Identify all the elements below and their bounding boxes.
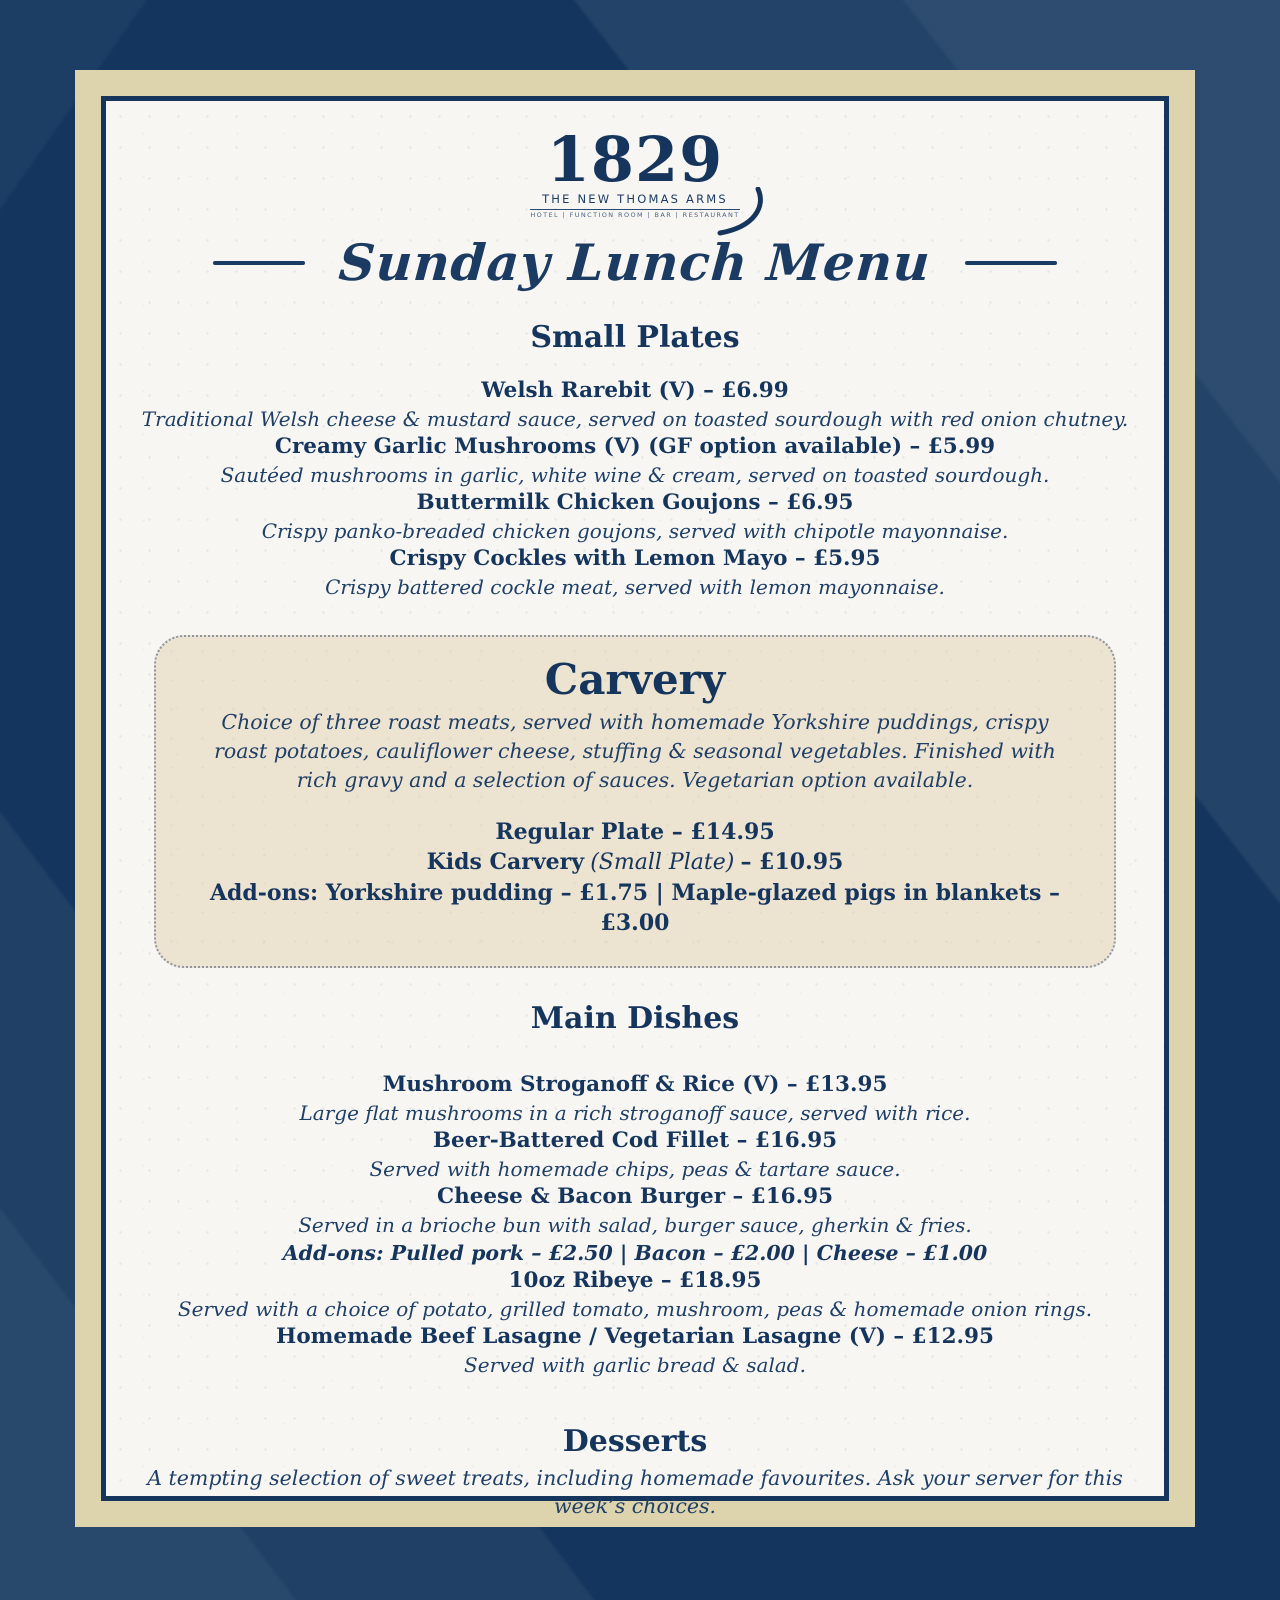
menu-title-row [106,233,1164,293]
item-description: Sautéed mushrooms in garlic, white wine & cream, served on toasted sourdough. [220,463,1050,487]
section-heading-carvery: Carvery [544,655,726,704]
item-name: Creamy Garlic Mushrooms (V) (GF option available) – £5.99 [274,434,996,459]
item-name: Mushroom Stroganoff & Rice (V) – £13.95 [382,1071,888,1097]
menu-item [106,433,1164,489]
carvery-intro: Choice of three roast meats, served with homemade Yorkshire puddings, crispy roast potatoes, cauliflower cheese, stuffing & seasonal vegetables. Finished with rich gravy and a selection of sauces. Vegetarian option available. [214,710,1056,793]
item-name: 10oz Ribeye – £18.95 [508,1267,762,1293]
logo-year: 1829 [546,123,724,196]
logo-tagline: HOTEL | FUNCTION ROOM | BAR | RESTAURANT [530,210,740,219]
menu-item [106,1267,1164,1323]
item-name: Crispy Cockles with Lemon Mayo – £5.95 [389,546,881,571]
carvery-price-regular: Regular Plate – £14.95 [495,819,775,846]
menu-item [106,1183,1164,1267]
item-name: Homemade Beef Lasagne / Vegetarian Lasagne (V) – £12.95 [276,1323,994,1349]
item-description: Served with homemade chips, peas & tartare sauce. [369,1156,901,1181]
logo-swash-icon [714,187,770,239]
item-name: Cheese & Bacon Burger – £16.95 [436,1183,834,1209]
section-heading-main-dishes: Main Dishes [530,1001,740,1037]
section-heading-desserts: Desserts [562,1423,708,1459]
item-description: Large flat mushrooms in a rich stroganoff sauce, served with rice. [299,1100,971,1125]
carvery-prices [198,817,1072,938]
menu-item [106,1071,1164,1127]
menu-item [106,1127,1164,1183]
kids-carvery-label: Kids Carvery [426,849,585,876]
item-addons: Add-ons: Pulled pork – £2.50 | Bacon – £2.00 | Cheese – £1.00 [282,1240,988,1265]
kids-carvery-note: (Small Plate) [590,850,735,876]
page-title: Sunday Lunch Menu [337,232,933,292]
section-heading-small-plates: Small Plates [530,319,740,355]
menu-item [106,377,1164,433]
small-plates-items [106,377,1164,601]
kids-carvery-price: – £10.95 [740,849,844,876]
frame-mat [75,70,1195,1527]
menu-item [106,1323,1164,1379]
item-description: Served in a brioche bun with salad, burger sauce, gherkin & fries. [298,1212,972,1237]
carvery-panel [154,635,1116,968]
carvery-price-kids [198,847,1072,878]
item-description: Traditional Welsh cheese & mustard sauce, served on toasted sourdough with red onion chutney. [141,407,1129,431]
menu-paper [101,96,1169,1519]
item-description: Crispy panko-breaded chicken goujons, served with chipotle mayonnaise. [261,519,1009,543]
desserts-description: A tempting selection of sweet treats, including homemade favourites. Ask your server for this week’s choices. [147,1466,1123,1519]
restaurant-logo [530,123,740,219]
menu-item [106,545,1164,601]
title-dash-left [213,261,305,265]
main-dishes-items [106,1071,1164,1379]
item-name: Buttermilk Chicken Goujons – £6.95 [416,490,854,515]
title-dash-right [965,261,1057,265]
menu-item [106,489,1164,545]
logo-name: THE NEW THOMAS ARMS [530,194,739,210]
carvery-addons: Add-ons: Yorkshire pudding – £1.75 | Maple-glazed pigs in blankets – £3.00 [209,880,1061,937]
item-description: Served with a choice of potato, grilled tomato, mushroom, peas & homemade onion rings. [177,1296,1093,1321]
item-description: Crispy battered cockle meat, served with lemon mayonnaise. [325,575,945,599]
item-name: Welsh Rarebit (V) – £6.99 [481,378,789,403]
item-name: Beer-Battered Cod Fillet – £16.95 [432,1127,838,1153]
item-description: Served with garlic bread & salad. [464,1352,806,1377]
